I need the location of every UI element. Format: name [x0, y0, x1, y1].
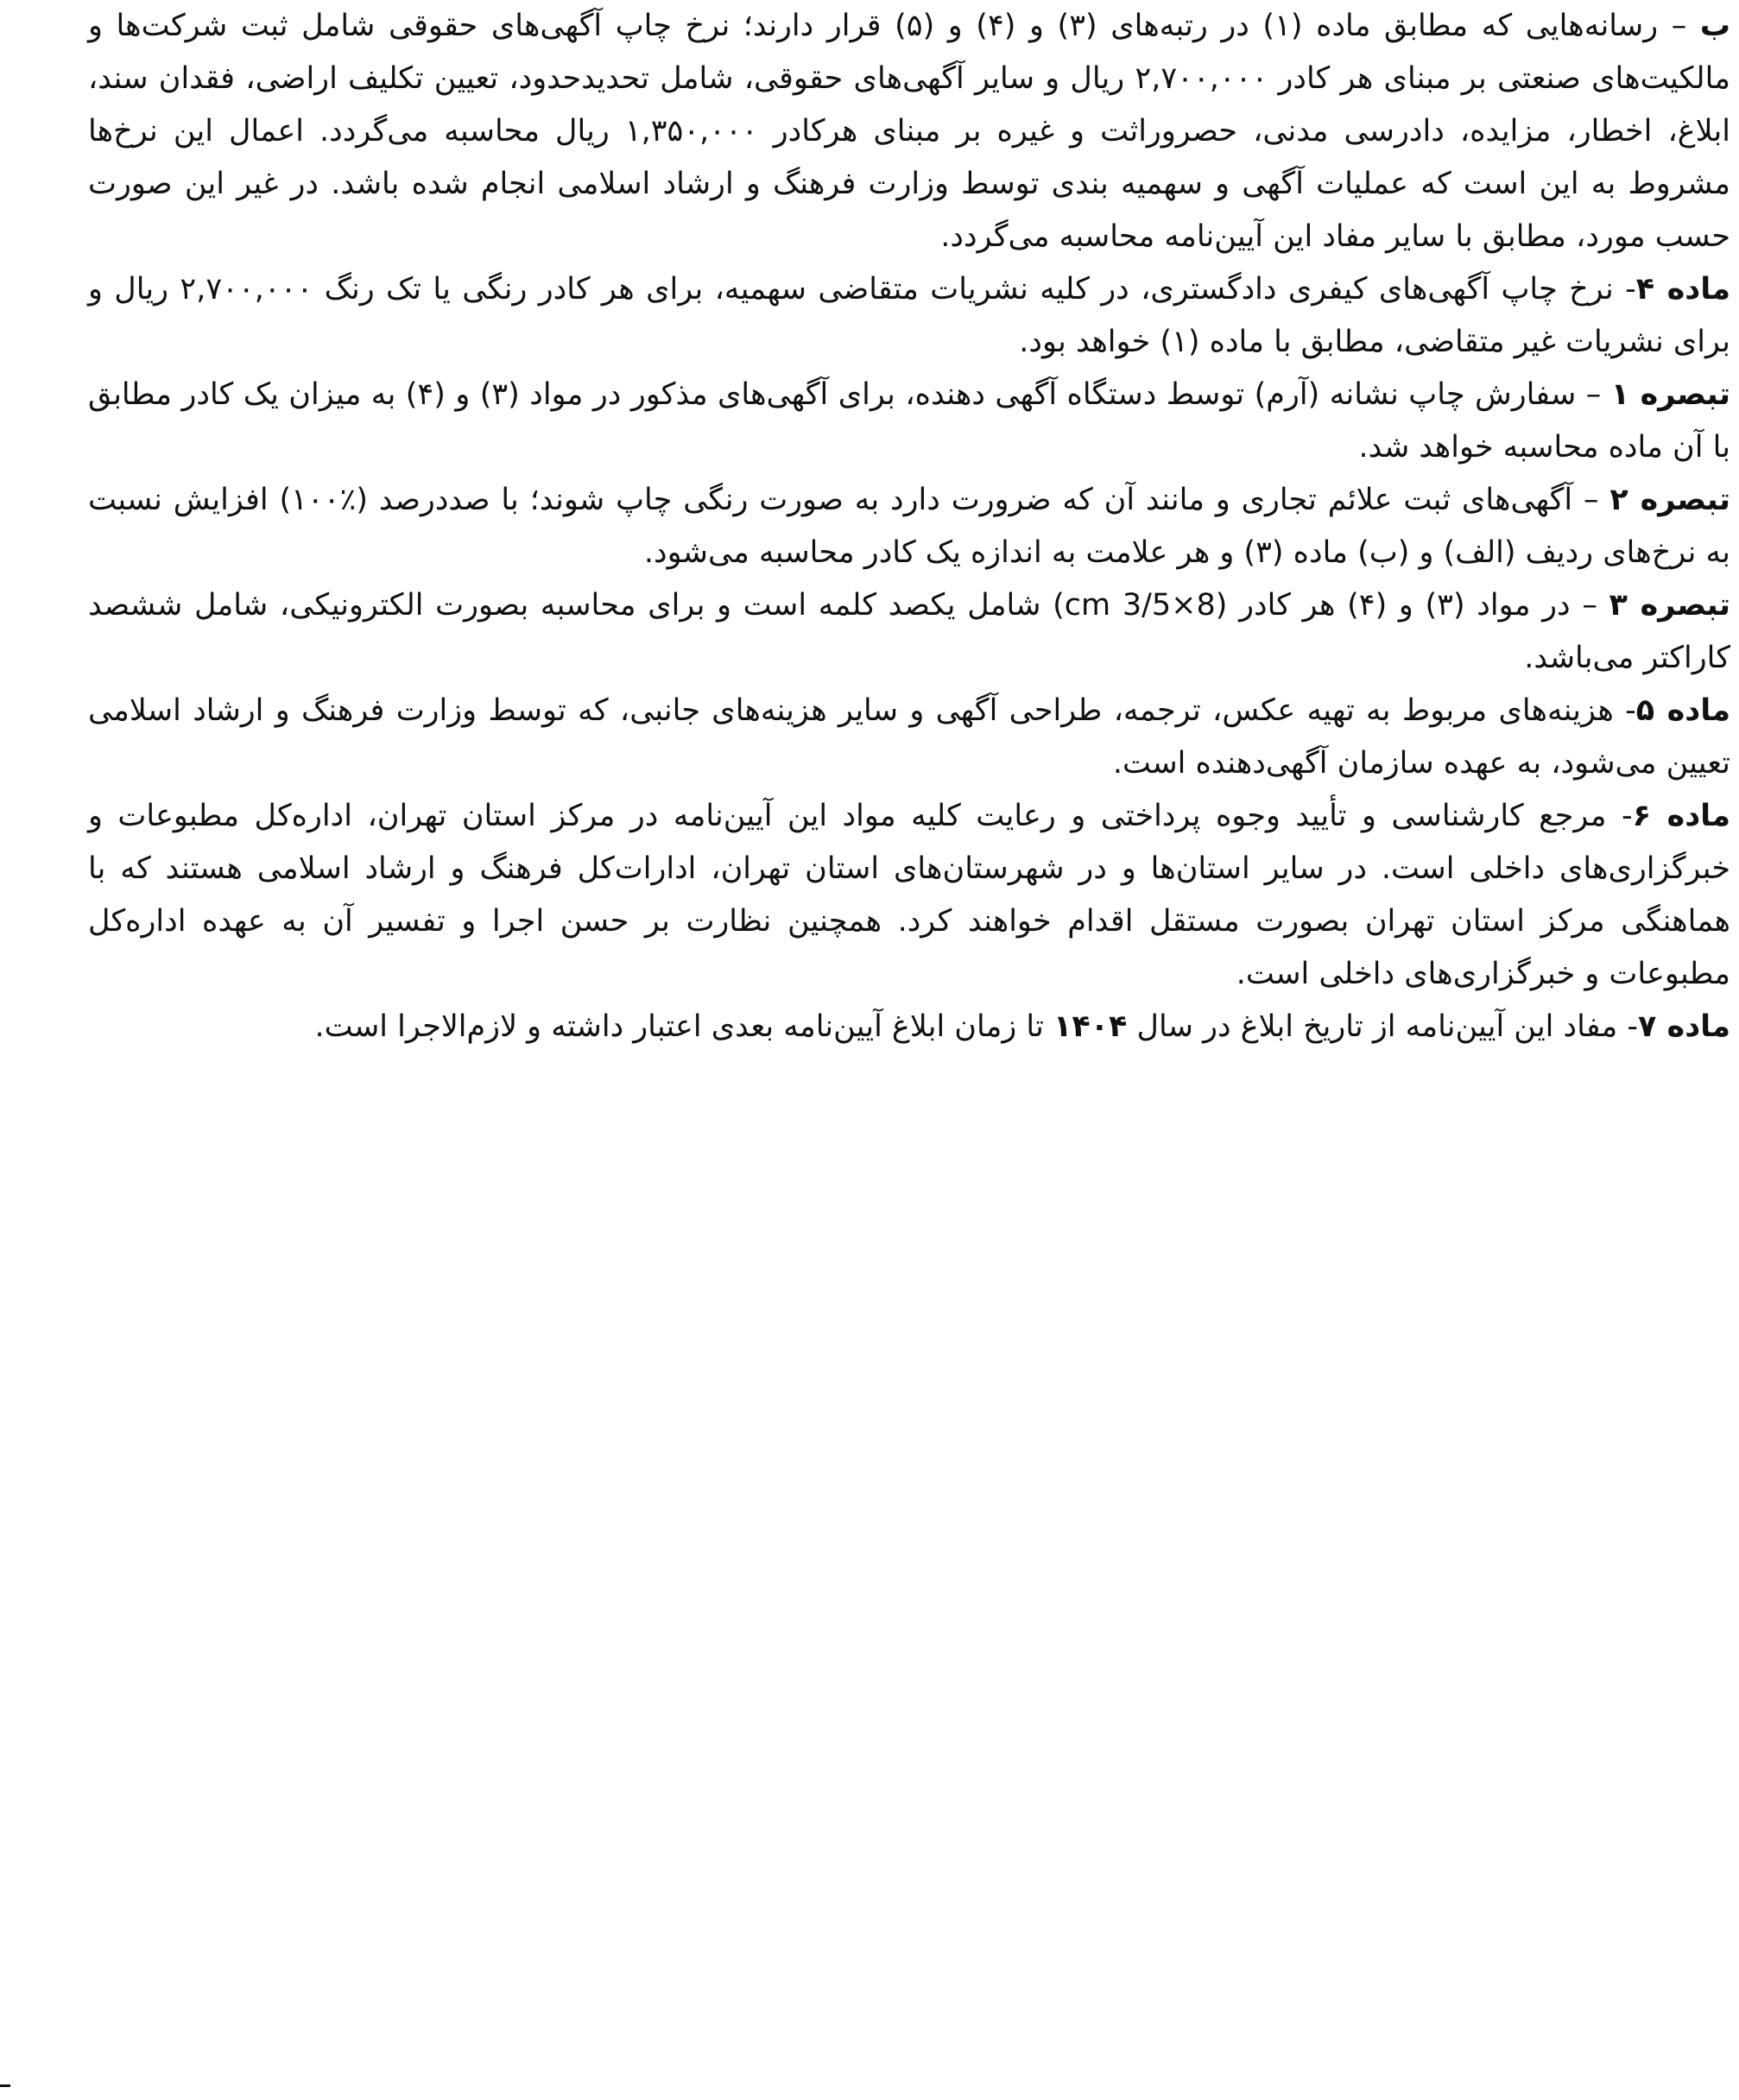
paragraph-b — [88, 0, 1730, 263]
article-4-lead: ماده ۴ — [1635, 272, 1731, 307]
article-4-text: - نرخ چاپ آگهی‌های کیفری دادگستری، در کلیه نشریات متقاضی سهمیه، برای هر کادر رنگی یا تک رنگ ۲,۷۰۰,۰۰۰ ریال و برای نشریات غیر متقاضی، مطابق با ماده (۱) خواهد بود. — [88, 272, 1730, 359]
article-5-text: - هزینه‌های مربوط به تهیه عکس، ترجمه، طراحی آگهی و سایر هزینه‌های جانبی، که توسط وزارت فرهنگ و ارشاد اسلامی تعیین می‌شود، به عهده سازمان آگهی‌دهنده است. — [88, 693, 1730, 781]
note-1-lead: تبصره ۱ — [1610, 377, 1730, 412]
note-1-text: – سفارش چاپ نشانه (آرم) توسط دستگاه آگهی دهنده، برای آگهی‌های مذکور در مواد (۳) و (۴) به میزان یک کادر مطابق با آن ماده محاسبه خواهد شد. — [88, 377, 1730, 465]
article-7-year: ۱۴۰۴ — [1053, 1009, 1128, 1044]
paragraph-b-lead: ب — [1699, 9, 1731, 43]
paragraph-b-text: – رسانه‌هایی که مطابق ماده (۱) در رتبه‌های (۳) و (۴) و (۵) قرار دارند؛ نرخ چاپ آگهی‌های حقوقی شامل ثبت شرکت‌ها و مالکیت‌های صنعتی بر مبنای هر کادر ۲,۷۰۰,۰۰۰ ریال و سایر آگهی‌های حقوقی، شامل تحدیدحدود، تعیین تکلیف اراضی، فقدان سند، ابلاغ، اخطار، مزایده، دادرسی مدنی، حصروراثت و غیره بر مبنای هرکادر ۱,۳۵۰,۰۰۰ ریال محاسبه می‌گردد. اعمال این نرخ‌ها مشروط به این است که عملیات آگهی و سهمیه بندی توسط وزارت فرهنگ و ارشاد اسلامی انجام شده باشد. در غیر این صورت حسب مورد، مطابق با سایر مفاد این آیین‌نامه محاسبه می‌گردد. — [88, 9, 1730, 254]
article-5 — [88, 685, 1730, 790]
note-2 — [88, 474, 1730, 579]
article-7-text-after: تا زمان ابلاغ آیین‌نامه بعدی اعتبار داشته و لازم‌الاجرا است. — [314, 1009, 1053, 1044]
article-6-lead: ماده ۶ — [1632, 799, 1730, 833]
note-3-text: – در مواد (۳) و (۴) هر کادر (8×3/5 cm) شامل یکصد کلمه است و برای محاسبه بصورت الکترونیکی، شامل ششصد کاراکتر می‌باشد. — [88, 588, 1730, 675]
note-3 — [88, 579, 1730, 685]
article-4 — [88, 263, 1730, 369]
article-7 — [88, 1001, 1730, 1053]
note-2-text: – آگهی‌های ثبت علائم تجاری و مانند آن که ضرورت دارد به صورت رنگی چاپ شوند؛ با صددرصد (٪۱۰۰) افزایش نسبت به نرخ‌های ردیف (الف) و (ب) ماده (۳) و هر علامت به اندازه یک کادر محاسبه می‌شود. — [88, 483, 1730, 570]
note-2-lead: تبصره ۲ — [1609, 483, 1730, 517]
article-6 — [88, 790, 1730, 1001]
article-5-lead: ماده ۵ — [1635, 693, 1731, 728]
article-6-text: - مرجع کارشناسی و تأیید وجوه پرداختی و رعایت کلیه مواد این آیین‌نامه در مرکز استان تهران، اداره‌کل مطبوعات و خبرگزاری‌های داخلی است. در سایر استان‌ها و در شهرستان‌های استان تهران، ادارات‌کل فرهنگ و ارشاد اسلامی هستند که با هماهنگی مرکز استان تهران بصورت مستقل اقدام خواهند کرد. همچنین نظارت بر حسن اجرا و تفسیر آن به عهده اداره‌کل مطبوعات و خبرگزاری‌های داخلی است. — [88, 799, 1730, 991]
note-1 — [88, 369, 1730, 474]
page-edge-mark — [0, 2084, 10, 2087]
document-body — [88, 0, 1730, 1053]
article-7-text-before: - مفاد این آیین‌نامه از تاریخ ابلاغ در سال — [1127, 1009, 1638, 1044]
note-3-lead: تبصره ۳ — [1609, 588, 1730, 623]
article-7-lead: ماده ۷ — [1638, 1009, 1730, 1044]
